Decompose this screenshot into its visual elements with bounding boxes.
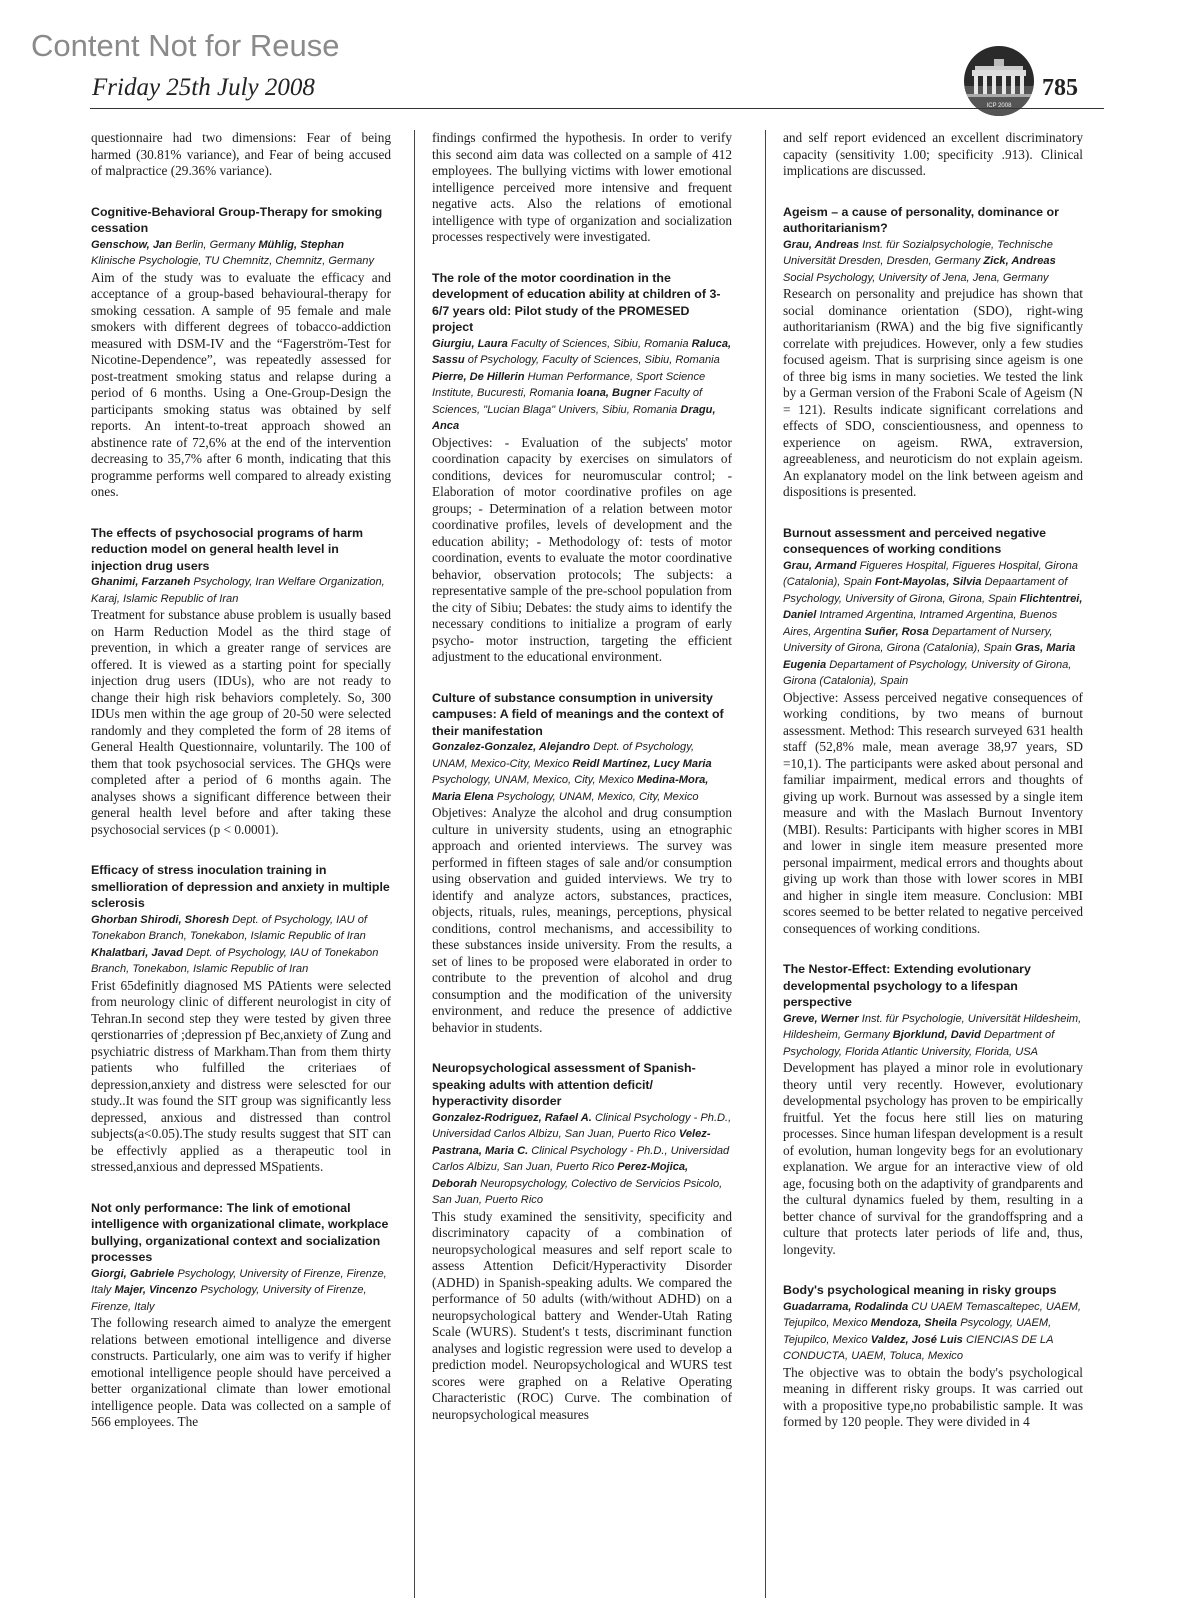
abstract-entry: [783, 961, 1083, 1258]
author-name: Valdez, José Luis: [870, 1333, 963, 1346]
author-name: Gras, Maria Eugenia: [783, 642, 1076, 671]
author-name: Font-Mayolas, Silvia: [874, 576, 982, 588]
author-affiliation: Department of Psychology, Florida Atlantic University, Florida, USA: [783, 1029, 1055, 1058]
author-affiliation: Social Psychology, University of Jena, Jena, Germany: [783, 271, 1049, 284]
abstract-text: Frist 65definitly diagnosed MS PAtients were selected from neurology clinic of different neurologist in city of Tehran.In second step they were tested by given three qerstionarries of ;depression pf Bec,anxiety of Zung and psychiatric distress of Markham.Than from them thirty patients who fulfilled the criteriaes of depression,anxiety and distress were selescted for our study..It was found the SIT group was significantly less depressed, anxious and distressed than control subjects(a<0.05).The study results suggest that SIT can be effectivly applied as a therapeutic tool in stressed,anxious and depressed MSpatients.: [91, 977, 391, 1174]
abstract-entry: [91, 862, 391, 1176]
author-name: Suñer, Rosa: [864, 625, 929, 638]
author-name: Grau, Andreas: [783, 238, 860, 251]
abstract-entry: [91, 1200, 391, 1431]
author-affiliation: Departament of Nursery, University of Girona, Girona (Catalonia), Spain: [783, 625, 1053, 654]
author-affiliation: Intramed Argentina, Intramed Argentina, Buenos Aires, Argentina: [783, 609, 1058, 638]
column-separator: [765, 130, 766, 1598]
author-affiliation: Clinical Psychology - Ph.D., Universidad Carlos Albizu, San Juan, Puerto Rico: [432, 1144, 730, 1173]
author-affiliation: Psychology, University of Firenze, Firenze, Italy: [91, 1267, 387, 1296]
author-list: [783, 1011, 1083, 1061]
author-affiliation: Psychology, University of Firenze, Firenze, Italy: [91, 1284, 367, 1313]
author-list: [91, 912, 391, 978]
author-affiliation: Psycology, UAEM, Tejupilco, Mexico: [783, 1317, 1052, 1346]
author-name: Giorgi, Gabriele: [91, 1267, 175, 1280]
author-affiliation: Dept. of Psychology, UNAM, Mexico-City, Mexico: [432, 741, 695, 770]
author-affiliation: Clinical Psychology - Ph.D., Universidad Carlos Albizu, San Juan, Puerto Rico: [432, 1111, 732, 1140]
author-list: [783, 237, 1083, 287]
author-affiliation: Dept. of Psychology, IAU of Tonekabon Branch, Tonekabon, Islamic Republic of Iran: [91, 946, 379, 975]
author-affiliation: CIENCIAS DE LA CONDUCTA, UAEM, Toluca, Mexico: [783, 1333, 1054, 1362]
abstract-text: Aim of the study was to evaluate the efficacy and acceptance of a group-based behavioural-therapy for smoking cessation. A sample of 95 female and male smokers with different degrees of tobacco-addiction measured with DSM-IV and the “Fagerström-Test for Nicotine-Dependence”, was repeatedly assessed for post-treatment smoking status and relapse during a period of 6 months. Using a One-Group-Design the participants smoking status was obtained by self reports. An intent-to-treat approach showed an abstinence rate of 72,6% at the end of the intervention decreasing to 35,7% after 6 month, indicating that this programme performs well compared to already existing ones.: [91, 269, 391, 499]
author-affiliation: Klinische Psychologie, TU Chemnitz, Chemnitz, Germany: [91, 255, 374, 267]
abstract-title: Culture of substance consumption in university campuses: A field of meanings and the context of their manifestation: [432, 690, 724, 738]
abstract-title: Burnout assessment and perceived negative consequences of working conditions: [783, 525, 1047, 556]
abstract-text: Development has played a minor role in evolutionary theory until very recently. However, evolutionary developmental psychology has proven to be empirically fruitful. Yet the focus here still lies on maturing processes. Since human lifespan development is a result of evolution, human longevity begs for an evolutionary explanation. We argue for an interactive view of old age, focusing both on the adaptivity of grandparents and the cultural dynamics fueled by them, resulting in a better chance of survival for the grandoffspring and a culture that protects later periods of life and, thus, longevity.: [783, 1060, 1083, 1257]
abstract-text: Research on personality and prejudice has shown that social dominance orientation (SDO), right-wing authoritarianism (RWA) and the big five significantly correlate with prejudices. However, only a few studies focused ageism. That is surprising since ageism is one of three big isms in many societies. We tested the link by a German version of the Fraboni Scale of Ageism (N = 121). Results indicate significant correlations and effects of SDO, conscientiousness, and openness to experience on ageism. RWA, extraversion, agreeableness, and neuroticism do not explain ageism. An explanatory model on the link between ageism and dispositions is presented.: [783, 286, 1083, 499]
abstract-text: and self report evidenced an excellent discriminatory capacity (sensitivity 1.00; specificity .913). Clinical implications are discussed.: [783, 130, 1083, 178]
abstract-text: Objetives: Analyze the alcohol and drug consumption culture in university students, using an etnographic approach and oriented interviews. The survey was performed in fifteen stages of sale and/or consumption using observation and guided interviews. We try to identify and analyze actors, substances, practices, objects, rituals, rules, meanings, perceptions, physical conditions, control mechanisms, and accessibility to these substances inside university. From the results, a set of lines to be proposed were elaborated in order to contribute to the prevention of alcohol and drug consumption and the modification of the university environment, and reduce the presence of addictive behavior in students.: [432, 805, 732, 1035]
abstract-entry: [783, 525, 1083, 938]
author-list: [432, 336, 732, 435]
abstract-title: The effects of psychosocial programs of harm reduction model on general health level in injection drug users: [91, 525, 363, 573]
author-name: Ghorban Shirodi, Shoresh: [91, 913, 230, 926]
abstract-title: The Nestor-Effect: Extending evolutionary developmental psychology to a lifespan perspective: [783, 962, 1031, 1009]
logo-caption: ICP 2008: [986, 103, 1012, 109]
page-number: 785: [1042, 75, 1078, 101]
author-name: Greve, Werner: [783, 1012, 859, 1025]
author-name: Flichtentrei, Daniel: [783, 592, 1083, 621]
author-name: Grau, Armand: [783, 559, 857, 572]
header-rule: [90, 108, 1104, 109]
author-name: Velez-Pastrana, Maria C.: [432, 1128, 711, 1157]
abstract-title: Neuropsychological assessment of Spanish-speaking adults with attention deficit/ hyperactivity disorder: [432, 1061, 696, 1108]
abstract-text: Objectives: - Evaluation of the subjects' motor coordination capacity by exercises on simulators of conditions, devices for neuromuscular control; - Elaboration of motor coordinative profiles on age groups; - Determination of a relation between motor coordinative profiles, levels of development and the education ability; - Methodology of: tests of motor coordination, events to evaluate the motor coordinative behavior, observation protocols; The subjects: a representative sample of the pre-school population from the city of Sibiu; Debates: the study aims to identify the necessary conditions to initialize a program of early psycho- motor instruction, targeting the efficient adjustment to the educational environment.: [432, 434, 732, 664]
abstract-entry: [432, 690, 732, 1037]
author-name: Reidl Martínez, Lucy Maria: [572, 757, 712, 770]
abstract-text: Treatment for substance abuse problem is usually based on Harm Reduction Model as the third stage of prevention, in which a greater range of services are offered. It is viewed as a starting point for specially injection drug users (IDUs), who are not ready to change their high risk behaviors completely. So, 300 IDUs men within the age group of 20-50 were selected randomly and they completed the form of 28 items of General Health Questionnaire, voluntarily. The 100 of them that took psychosocial services. The GHQs were completed after a period of 6 months again. The analyses shows a significant difference between their general health level before and after taking these psychosocial services (p < 0.0001).: [91, 607, 391, 837]
continued-abstract: [783, 130, 1083, 180]
column-separator: [414, 130, 415, 1598]
abstract-text: questionnaire had two dimensions: Fear of being harmed (30.81% variance), and Fear of being accused of malpractice (29.36% variance).: [91, 130, 391, 178]
author-name: Ioana, Bugner: [576, 387, 651, 399]
author-affiliation: Psychology, Iran Welfare Organization, Karaj, Islamic Republic of Iran: [91, 576, 385, 605]
author-name: Gonzalez-Rodriguez, Rafael A.: [432, 1111, 592, 1124]
author-name: Genschow, Jan: [91, 238, 172, 251]
author-affiliation: Faculty of Sciences, "Lucian Blaga" Univers, Sibiu, Romania: [432, 387, 703, 416]
author-name: Mühlig, Stephan: [258, 238, 344, 251]
abstract-text: findings confirmed the hypothesis. In order to verify this second aim data was collected on a sample of 412 employees. The bullying victims with lower emotional intelligence perceived more intensive and frequent negative acts. Also the relations of emotional intelligence with type of organization and socialization processes respectively were investigated.: [432, 130, 732, 244]
author-affiliation: Dept. of Psychology, IAU of Tonekabon Branch, Tonekabon, Islamic Republic of Iran: [91, 913, 368, 942]
author-name: Medina-Mora, Maria Elena: [432, 774, 709, 803]
continued-abstract: [432, 130, 732, 246]
author-affiliation: Departament of Psychology, University of Girona, Girona (Catalonia), Spain: [783, 658, 1072, 687]
author-name: Zick, Andreas: [983, 255, 1056, 267]
author-list: [91, 1266, 391, 1316]
author-name: Khalatbari, Javad: [91, 946, 183, 959]
author-name: Gonzalez-Gonzalez, Alejandro: [432, 741, 591, 753]
author-list: [432, 739, 732, 805]
abstract-text: The objective was to obtain the body's psychological meaning in different risky groups. It was carried out with a propositive type,no probabilistic sample. It was formed by 120 people. They were divided in 4: [783, 1364, 1083, 1429]
abstract-entry: [432, 270, 732, 666]
author-affiliation: Berlin, Germany: [175, 238, 256, 251]
author-affiliation: Human Performance, Sport Science Institute, Bucuresti, Romania: [432, 370, 706, 399]
author-affiliation: Depaartament of Psychology, University of Girona, Girona, Spain: [783, 576, 1068, 605]
column-2: [432, 130, 732, 1600]
author-name: Dragu, Anca: [432, 403, 716, 432]
abstract-title: The role of the motor coordination in the development of education ability at children of 3-6/7 years old: Pilot study of the PROMESED project: [432, 270, 721, 334]
continued-abstract: [91, 130, 391, 180]
author-name: Raluca, Sassu: [432, 337, 732, 366]
abstract-text: The following research aimed to analyze the emergent relations between emotional intelligence and diverse constructs. Particularly, one aim was to verify if higher emotional intelligence people should have perceived a better organizational climate than lower emotional intelligence people. Data was collected on a sample of 566 employees. The: [91, 1315, 391, 1429]
abstract-entry: [91, 525, 391, 839]
author-name: Perez-Mojica, Deborah: [432, 1161, 689, 1190]
author-name: Ghanimi, Farzaneh: [91, 576, 191, 588]
author-affiliation: Inst. für Sozialpsychologie, Technische Universität Dresden, Dresden, Germany: [783, 238, 1053, 267]
author-list: [783, 558, 1083, 690]
author-list: [91, 237, 391, 270]
author-name: Giurgiu, Laura: [432, 337, 508, 350]
abstract-entry: [783, 204, 1083, 501]
author-affiliation: Figueres Hospital, Figueres Hospital, Girona (Catalonia), Spain: [783, 559, 1078, 588]
abstract-title: Efficacy of stress inoculation training in smellioration of depression and anxiety in multiple sclerosis: [91, 863, 390, 910]
author-affiliation: of Psychology, Faculty of Sciences, Sibiu, Romania: [467, 354, 720, 366]
abstract-text: Objective: Assess perceived negative consequences of working conditions, by two means of burnout assessment. Method: This research surveyed 631 health staff (52,8% male, mean average 38,97 years, SD =10,1). The participants were asked about personal and familiar impairment, medical errors and thoughts of giving up work. Burnout was assessed by a single item measure and with the Maslach Burnout Inventory (MBI). Results: Participants with higher scores in MBI and lower in single item measure presented more personal impairment, medical errors and thoughts about giving up work than those with lower scores in MBI and higher in single item measure. Conclusion: MBI scores seemed to be better related to negative perceived consequences of working conditions.: [783, 689, 1083, 936]
abstract-title: Not only performance: The link of emotional intelligence with organizational climate, workplace bullying, organizational context and socialization processes: [91, 1200, 389, 1264]
author-affiliation: Faculty of Sciences, Sibiu, Romania: [510, 337, 689, 350]
author-name: Bjorklund, David: [892, 1029, 981, 1041]
author-name: Guadarrama, Rodalinda: [783, 1300, 909, 1313]
author-list: [783, 1299, 1083, 1365]
author-list: [91, 574, 391, 607]
abstract-title: Ageism – a cause of personality, dominance or authoritarianism?: [783, 204, 1059, 235]
author-affiliation: Neuropsychology, Colectivo de Servicios Psicolo, San Juan, Puerto Rico: [432, 1177, 723, 1206]
abstract-title: Cognitive-Behavioral Group-Therapy for smoking cessation: [91, 204, 383, 235]
column-1: [91, 130, 391, 1600]
author-list: [432, 1110, 732, 1209]
author-affiliation: Inst. für Psychologie, Universität Hildesheim, Hildesheim, Germany: [783, 1012, 1082, 1041]
column-3: [783, 130, 1083, 1600]
author-name: Pierre, De Hillerin: [432, 370, 525, 383]
abstract-entry: [783, 1282, 1083, 1431]
author-affiliation: Psychology, UNAM, Mexico, City, Mexico: [432, 774, 634, 786]
abstract-entry: [91, 204, 391, 501]
author-name: Majer, Vincenzo: [114, 1284, 198, 1296]
author-name: Mendoza, Sheila: [870, 1317, 958, 1329]
abstract-text: This study examined the sensitivity, specificity and discriminatory capacity of a combination of neuropsychological measures and self report scale to assess Attention Deficit/Hyperactivity Disorder (ADHD) in Spanish-speaking adults. We compared the performance of 50 adults (with/without ADHD) on a neuropsychological battery and Wender-Utah Rating Scale (WURS). Student's t tests, discriminant function analyses and logistic regression were used to develop a prediction model. Neuropsychological and WURS test scores were graphed on a Relative Operating Characteristic (ROC) Curve. The combination of neuropsychological measures: [432, 1208, 732, 1422]
author-affiliation: CU UAEM Temascaltepec, UAEM, Tejupilco, Mexico: [783, 1300, 1081, 1329]
abstract-title: Body's psychological meaning in risky groups: [783, 1283, 1057, 1297]
watermark-text: Content Not for Reuse: [31, 28, 340, 63]
page-date: Friday 25th July 2008: [92, 74, 315, 101]
abstract-entry: [432, 1060, 732, 1423]
conference-logo: [958, 44, 1040, 118]
author-affiliation: Psychology, UNAM, Mexico, City, Mexico: [496, 790, 699, 803]
